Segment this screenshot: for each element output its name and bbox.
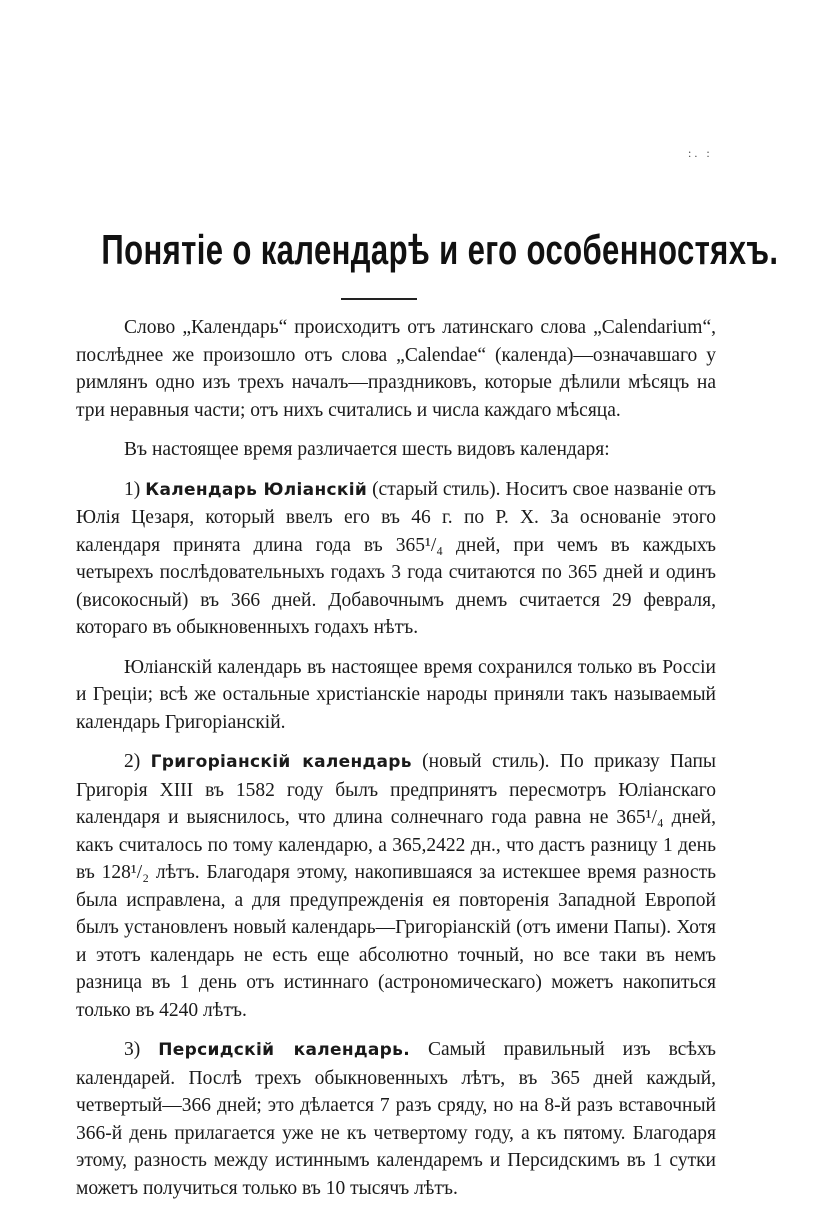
persian-paragraph <box>76 1036 716 1202</box>
persian-text: Самый правильный изъ всѣхъ календарей. Послѣ трехъ обыкновенныхъ лѣтъ, въ 365 дней каждый, четвертый—366 дней; это дѣлается 7 разъ сряду, но на 8-й разъ вставочный 366-й день прилагается уже не къ четвертому году, а къ пятому. Благодаря этому, разность между истиннымъ календаремъ и Персидскимъ въ 1 сутки можетъ получиться только въ 10 тысячъ лѣтъ. <box>76 1039 717 1199</box>
title-divider <box>341 298 417 300</box>
julian-number: 1) <box>124 478 141 500</box>
persian-heading: Персидскій календарь. <box>158 1040 410 1060</box>
overview-paragraph: Въ настоящее время различается шесть видовъ календаря: <box>124 439 610 460</box>
julian-paragraph <box>76 476 716 642</box>
page-title: Понятіе о календарѣ и его особенностяхъ. <box>101 226 779 273</box>
julian-note-paragraph: Юліанскій календарь въ настоящее время сохранился только въ Россіи и Греціи; всѣ же остальные христіанскіе народы приняли такъ называемый календарь Григоріанскій. <box>76 656 716 733</box>
julian-text: (старый стиль). Носитъ свое названіе отъ Юлія Цезаря, который ввелъ его въ 46 г. по Р. Х. За основаніе этого календаря принята длина года въ 365¹/₄ дней, при чемъ въ каждыхъ четырехъ послѣдовательныхъ годахъ 3 года считаются по 365 дней и одинъ (високосный) въ 366 дней. Добавочнымъ днемъ считается 29 февраля, котораго въ обыкновенныхъ годахъ нѣтъ. <box>76 478 716 638</box>
gregorian-paragraph <box>76 748 716 1024</box>
gregorian-text: (новый стиль). По приказу Папы Григорія XIII въ 1582 году былъ предпринятъ пересмотръ Юліанскаго календаря и выяснилось, что длина солнечнаго года равна не 365¹/₄ дней, какъ считалось по тому календарю, а 365,2422 дн., что дастъ разницу 1 день въ 128¹/₂ лѣтъ. Благодаря этому, накопившаяся за истекшее время разность была исправлена, а для предупрежденія ея повторенія Западной Европой былъ установленъ новый календарь—Григоріанскій (отъ имени Папы). Хотя и этотъ календарь не есть еще абсолютно точный, но все таки въ немъ разница въ 1 день отъ истиннаго (астрономическаго) можетъ накопиться только въ 4240 лѣтъ. <box>76 751 716 1021</box>
persian-number: 3) <box>124 1039 141 1060</box>
julian-heading: Календарь Юліанскій <box>145 479 368 500</box>
article-body <box>76 314 716 1214</box>
print-specks: :. : <box>688 146 713 160</box>
gregorian-number: 2) <box>124 751 141 772</box>
intro-paragraph: Слово „Календарь“ происходитъ отъ латинскаго слова „Calendarium“, послѣднее же произошло отъ слова „Calendae“ (календа)—означавшаго у римлянъ одно изъ трехъ началъ—праздниковъ, которые дѣлили мѣсяцъ на три неравныя части; отъ нихъ считались и числа каждаго мѣсяца. <box>76 317 716 421</box>
gregorian-heading: Григоріанскій календарь <box>150 752 412 772</box>
